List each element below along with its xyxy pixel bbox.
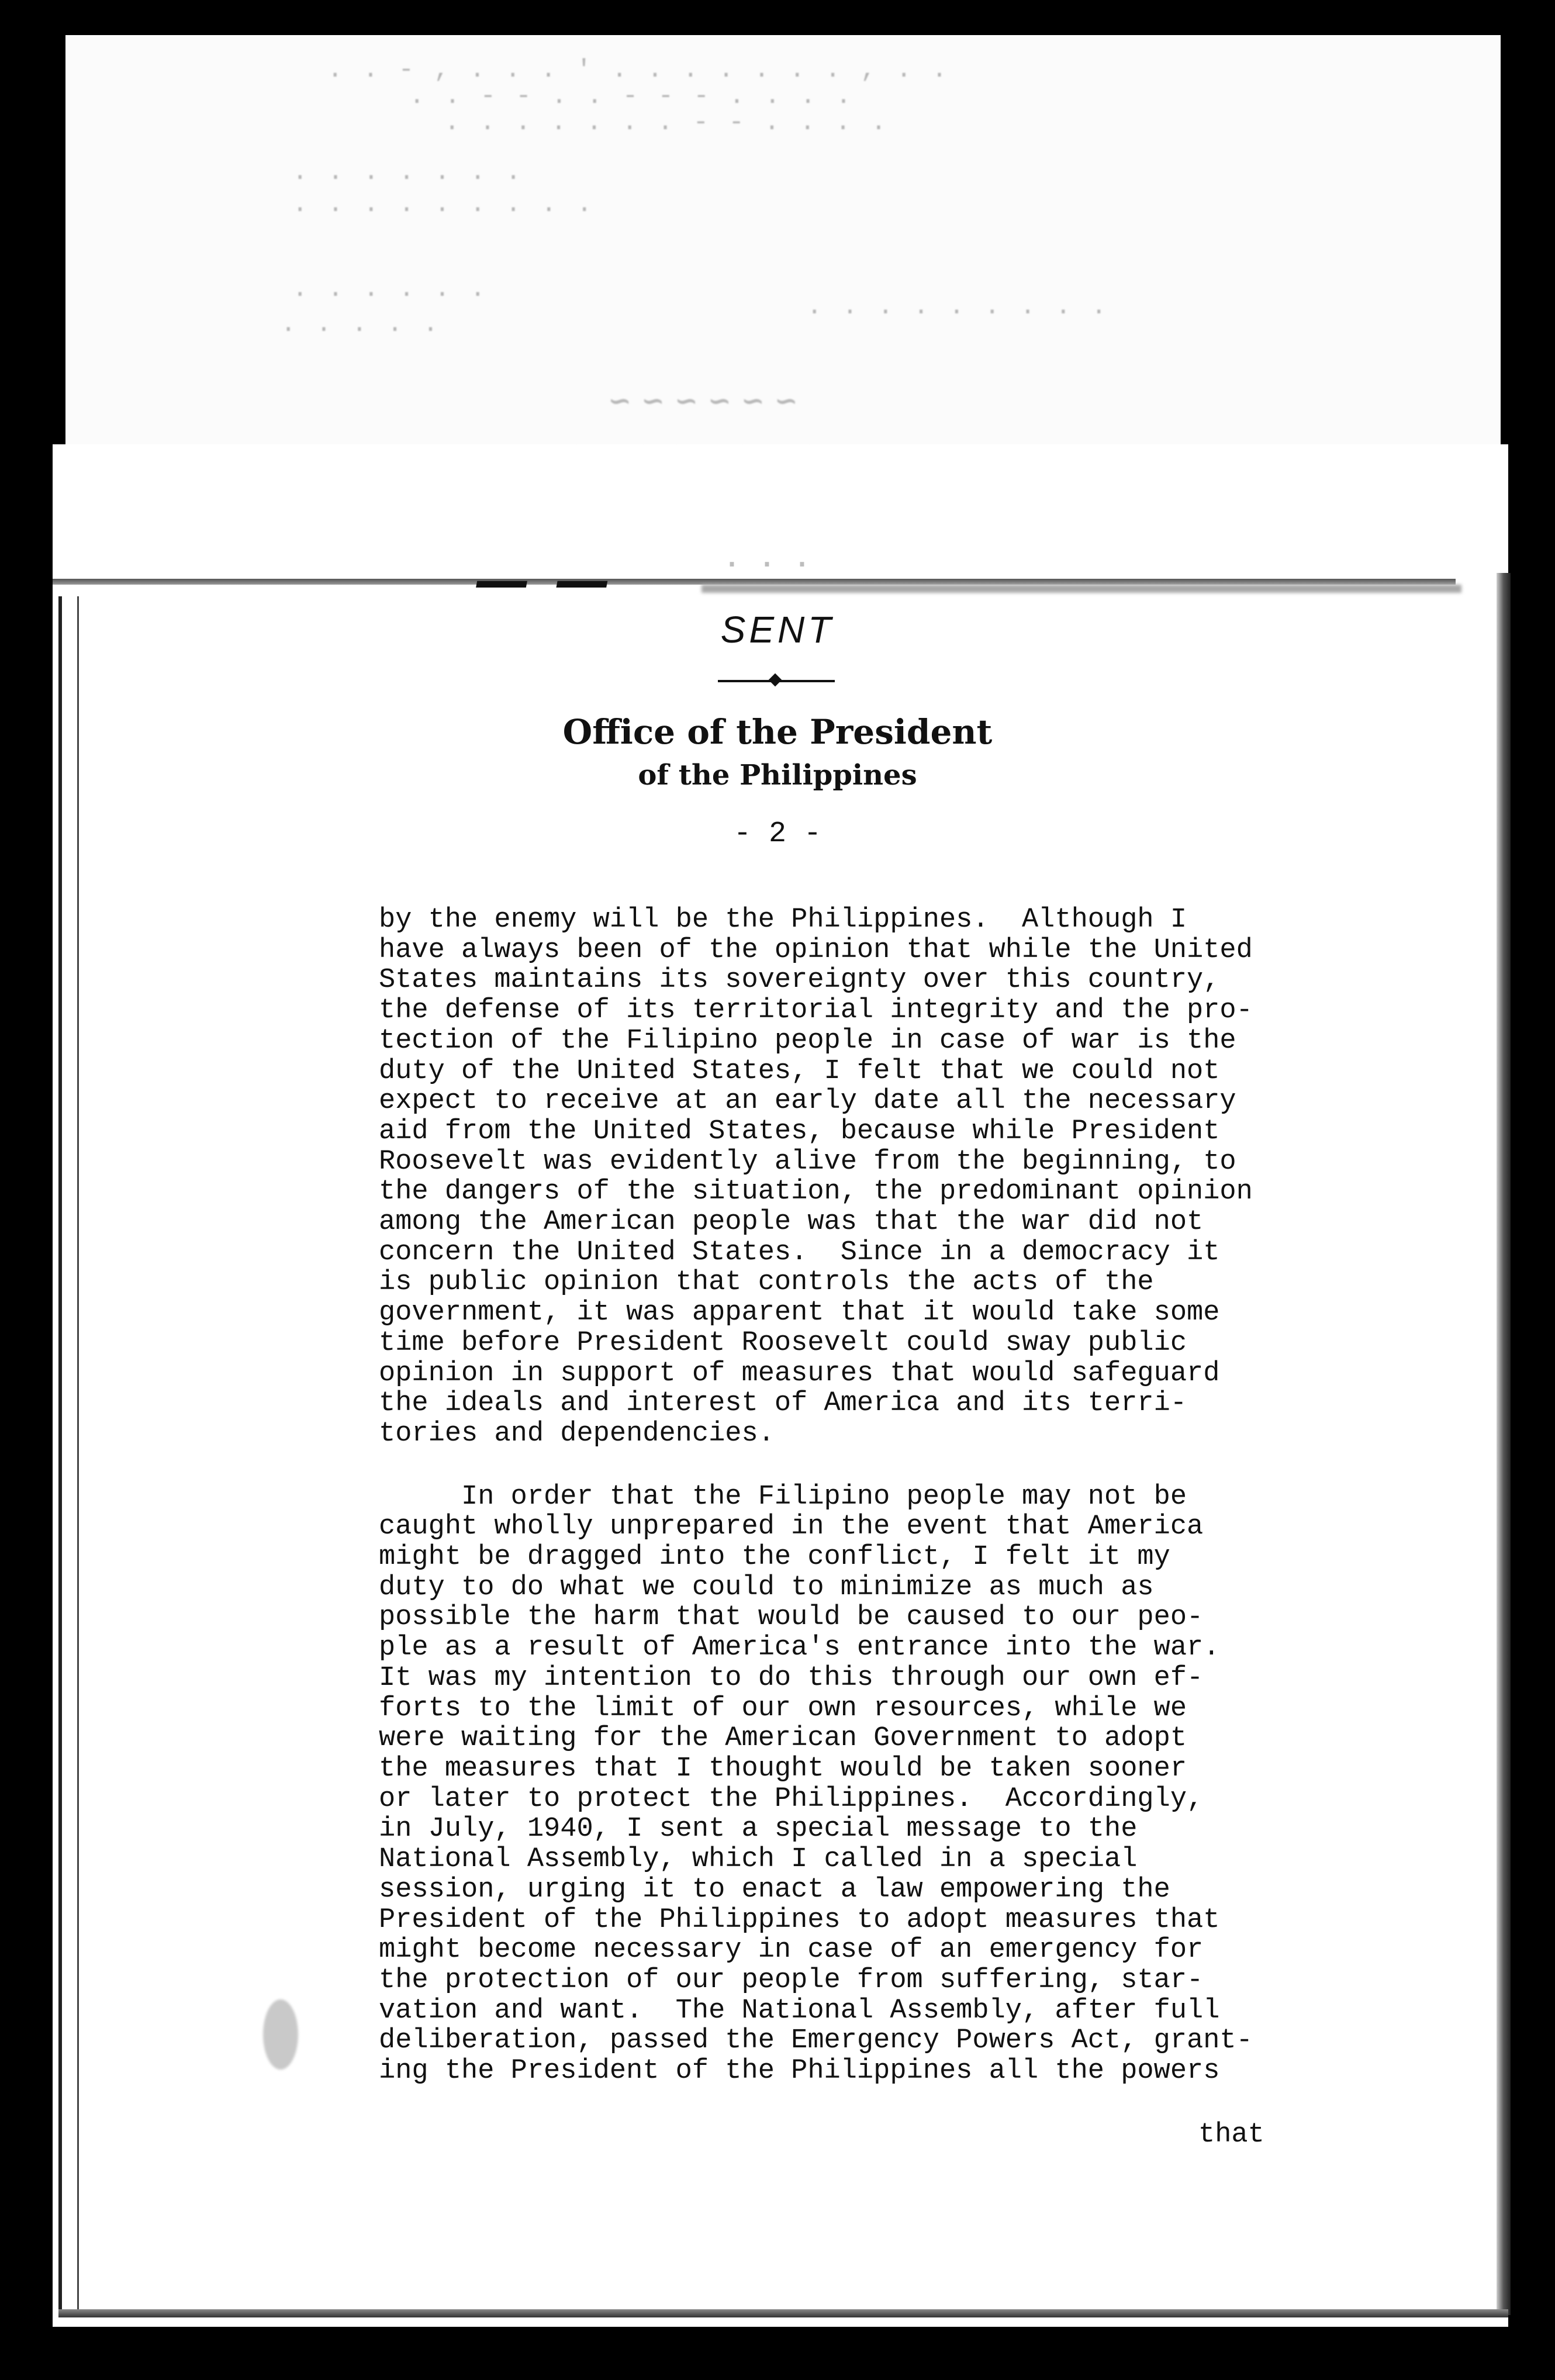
text-line: It was my intention to do this through our own ef-: [379, 1662, 1204, 1694]
text-line: ple as a result of America's entrance into the war.: [379, 1632, 1220, 1664]
page-fold-shadow: [702, 585, 1461, 593]
ghost-letterhead-1: ~ ~ ~ ~ ~ ~: [608, 386, 798, 419]
paragraph-spacer: [379, 1449, 1373, 1482]
text-line: In order that the Filipino people may not be: [379, 1481, 1187, 1512]
ghost-text-1: . . - , . . . ' . . . . . . . , . .: [327, 56, 950, 85]
text-line: government, it was apparent that it would take some: [379, 1297, 1220, 1329]
ghost-text-8: . . . . . . . . .: [807, 292, 1109, 322]
text-line: the measures that I thought would be taken sooner: [379, 1753, 1187, 1784]
text-line: concern the United States. Since in a democracy it: [379, 1236, 1220, 1268]
letterhead-title: Office of the President: [562, 712, 993, 752]
text-line: by the enemy will be the Philippines. Although I: [379, 904, 1187, 935]
text-line: forts to the limit of our own resources, while we: [379, 1692, 1187, 1724]
text-line: possible the harm that would be caused to our peo-: [379, 1602, 1204, 1633]
text-line: duty of the United States, I felt that we could not: [379, 1055, 1220, 1087]
text-line: have always been of the opinion that while the United: [379, 934, 1253, 966]
text-line: aid from the United States, because while President: [379, 1115, 1220, 1147]
page-left-edge: [58, 596, 79, 2315]
text-line: deliberation, passed the Emergency Powers Act, grant-: [379, 2025, 1253, 2057]
text-line: session, urging it to enact a law empowering the: [379, 1874, 1170, 1905]
page-bottom-edge: [58, 2309, 1508, 2317]
text-line: the defense of its territorial integrity and the pro-: [379, 995, 1253, 1027]
letter-body: [379, 905, 1373, 2087]
text-line: might become necessary in case of an emergency for: [379, 1935, 1204, 1966]
paragraph-2: [379, 1482, 1373, 2087]
text-line: tection of the Filipino people in case of war is the: [379, 1025, 1236, 1056]
page-number: - 2 -: [733, 817, 822, 851]
smudge: [263, 1999, 298, 2070]
catchword: that: [1198, 2119, 1264, 2150]
text-line: in July, 1940, I sent a special message to the: [379, 1814, 1138, 1845]
text-line: opinion in support of measures that would safeguard: [379, 1357, 1220, 1389]
text-line: time before President Roosevelt could sway public: [379, 1327, 1187, 1359]
letterhead-subtitle: of the Philippines: [638, 759, 917, 792]
ghost-text-4: . . . . . . .: [292, 158, 524, 187]
paragraph-1: [379, 905, 1373, 1449]
text-line: the protection of our people from suffering, star-: [379, 1964, 1204, 1996]
text-line: duty to do what we could to minimize as much as: [379, 1571, 1154, 1603]
text-line: Roosevelt was evidently alive from the beginning, to: [379, 1146, 1236, 1177]
text-line: might be dragged into the conflict, I felt it my: [379, 1542, 1170, 1573]
text-line: States maintains its sovereignty over this country,: [379, 965, 1220, 996]
text-line: is public opinion that controls the acts of the: [379, 1267, 1154, 1298]
ghost-stamp: · · ·: [725, 538, 814, 585]
text-line: vation and want. The National Assembly, after full: [379, 1995, 1220, 2026]
sent-stamp: SENT: [720, 609, 835, 651]
text-line: the dangers of the situation, the predominant opinion: [379, 1176, 1253, 1208]
text-line: President of the Philippines to adopt measures that: [379, 1904, 1220, 1936]
text-line: ing the President of the Philippines all the powers: [379, 2056, 1220, 2087]
ghost-text-5: . . . . . . . . .: [292, 190, 595, 219]
text-line: National Assembly, which I called in a special: [379, 1844, 1138, 1875]
text-line: were waiting for the American Government to adopt: [379, 1723, 1187, 1754]
ghost-text-3: . . . . . . . - - . . . .: [444, 108, 889, 137]
ghost-text-7: . . . . .: [281, 310, 441, 339]
ghost-text-2: . . - - . . - - - . . . .: [409, 82, 854, 111]
marginal-mark: — —: [474, 547, 613, 613]
text-line: expect to receive at an early date all the necessary: [379, 1086, 1236, 1117]
text-line: caught wholly unprepared in the event that America: [379, 1511, 1204, 1543]
text-line: tories and dependencies.: [379, 1418, 775, 1449]
text-line: or later to protect the Philippines. Accordingly,: [379, 1783, 1204, 1815]
text-line: among the American people was that the war did not: [379, 1207, 1204, 1238]
ghost-text-6: . . . . . .: [292, 275, 488, 304]
text-line: the ideals and interest of America and its terri-: [379, 1388, 1187, 1419]
